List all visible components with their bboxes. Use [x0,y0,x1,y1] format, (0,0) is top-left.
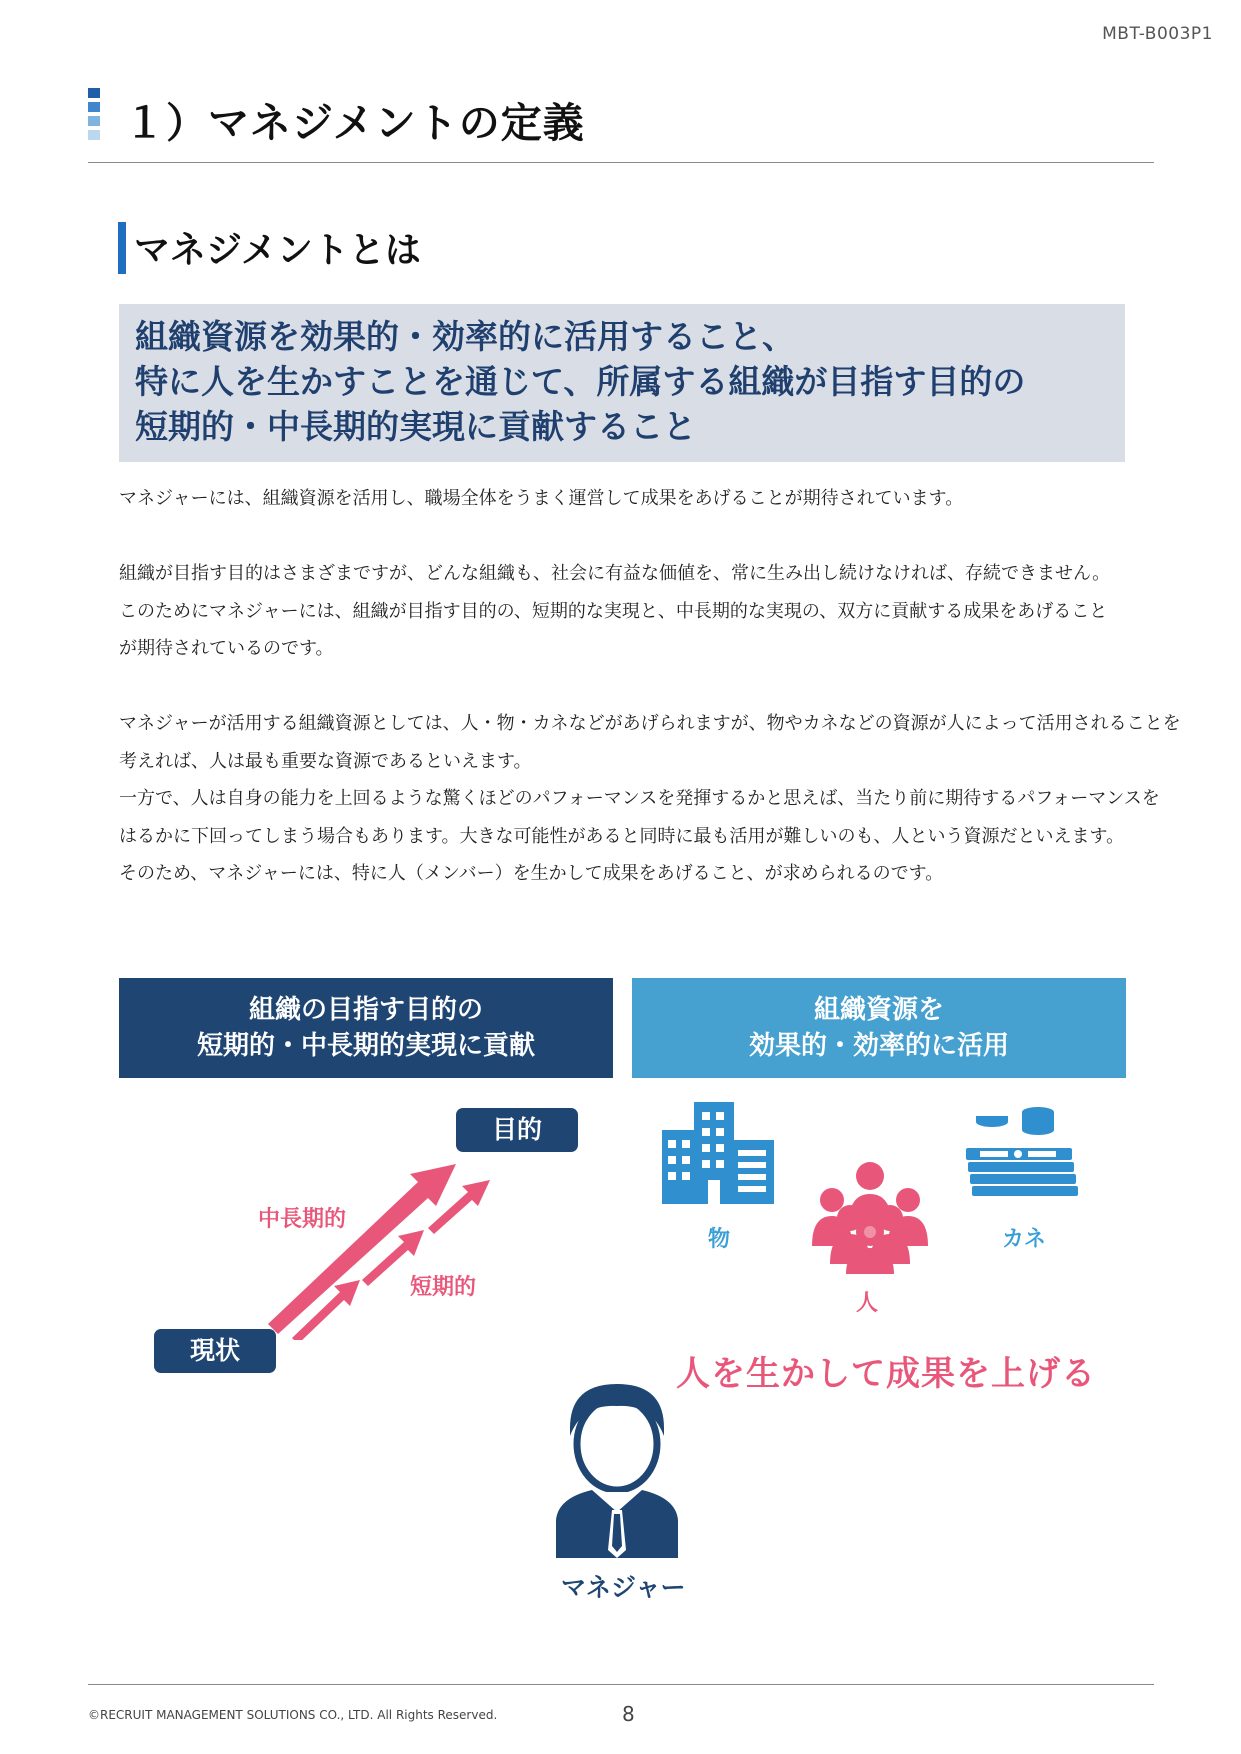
money-icon [966,1104,1078,1200]
building-icon [660,1100,776,1206]
definition-line: 特に人を生かすことを通じて、所属する組織が目指す目的の [135,362,1026,401]
long-term-label: 中長期的 [258,1207,347,1232]
panel-line: 短期的・中長期的実現に貢献 [196,1031,535,1061]
panel-resource-utilization [632,978,1126,1078]
chapter-marker [88,88,102,144]
panel-line: 効果的・効率的に活用 [748,1031,1009,1061]
panel-line: 組織の目指す目的の [248,995,483,1025]
current-state-badge: 現状 [154,1329,276,1373]
text-line: マネジャーが活用する組織資源としては、人・物・カネなどがあげられますが、物やカネなどの資源が人によって活用されることを [119,713,1181,734]
long-term-arrow [268,1164,456,1334]
text-line: 一方で、人は自身の能力を上回るような驚くほどのパフォーマンスを発揮するかと思えば、当たり前に期待するパフォーマンスを [119,788,1160,809]
paragraph-3 [119,705,1181,893]
page-number: 8 [622,1702,635,1726]
text-line: このためにマネジャーには、組織が目指す目的の、短期的な実現と、中長期的な実現の、双方に貢献する成果をあげること [119,600,1108,622]
panel-goal-contribution [119,978,613,1078]
header-divider [88,162,1154,163]
document-code: MBT-B003P1 [1102,24,1213,44]
people-icon [810,1160,930,1274]
text-line: はるかに下回ってしまう場合もあります。大きな可能性があると同時に最も活用が難しいのも、人という資源だといえます。 [119,825,1125,847]
text-line: そのため、マネジャーには、特に人（メンバー）を生かして成果をあげること、が求められるのです。 [119,863,944,884]
panel-line: 組織資源を [813,995,944,1025]
definition-line: 短期的・中長期的実現に貢献すること [135,407,696,446]
section-marker [118,222,126,274]
short-term-label: 短期的 [410,1275,477,1300]
manager-label: マネジャー [561,1573,686,1602]
text-line: 考えれば、人は最も重要な資源であるといえます。 [119,750,532,772]
progress-arrows [260,1140,500,1340]
text-line: が期待されているのです。 [119,638,334,659]
manager-icon [552,1380,682,1558]
text-line: マネジャーには、組織資源を活用し、職場全体をうまく運営して成果をあげることが期待されています。 [119,488,964,509]
slogan: 人を生かして成果を上げる [676,1354,1096,1394]
text-line: 組織が目指す目的はさまざまですが、どんな組織も、社会に有益な価値を、常に生み出し続けなければ、存続できません。 [119,563,1111,584]
resource-things-label: 物 [708,1227,731,1252]
resource-money-label: カネ [1002,1227,1047,1252]
paragraph-1 [119,480,1129,518]
definition-line: 組織資源を効果的・効率的に活用すること、 [135,317,795,356]
goal-badge: 目的 [456,1108,578,1152]
footer-divider [88,1684,1154,1685]
definition-box [119,304,1125,462]
copyright: ©RECRUIT MANAGEMENT SOLUTIONS CO., LTD. All Rights Reserved. [88,1708,498,1722]
chapter-title: １）マネジメントの定義 [124,99,585,147]
resource-people-label: 人 [856,1291,879,1316]
section-title: マネジメントとは [134,230,421,271]
paragraph-2 [119,555,1129,668]
